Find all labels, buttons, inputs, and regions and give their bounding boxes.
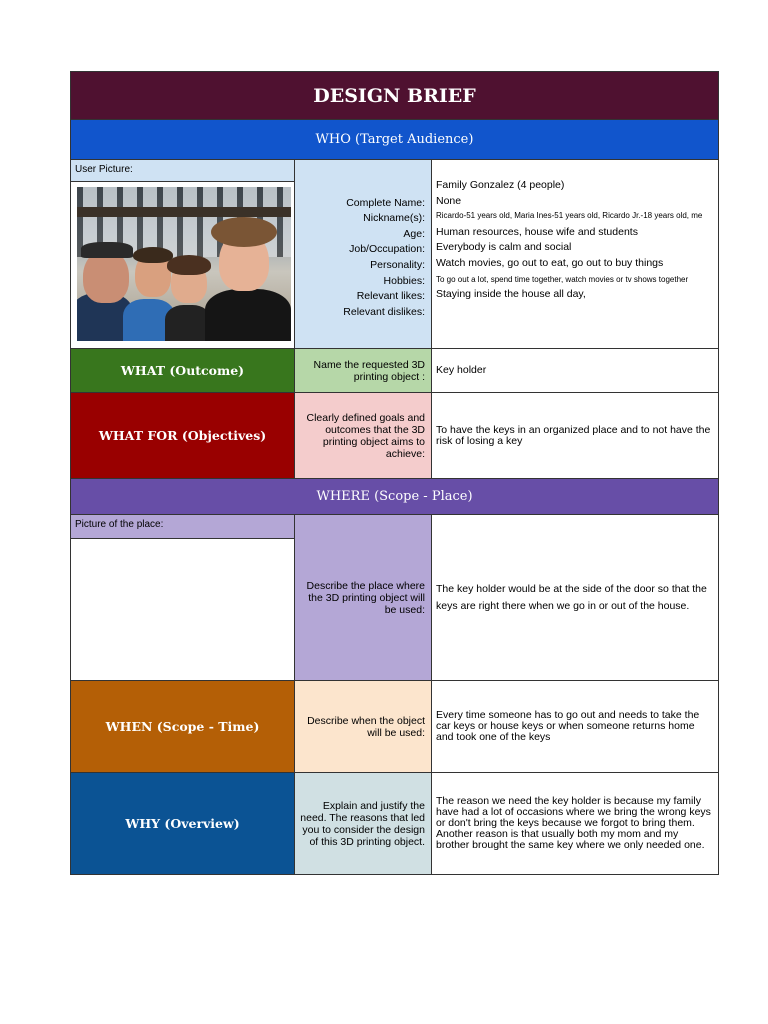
label-nicknames: Nickname(s): bbox=[363, 212, 425, 225]
when-row bbox=[70, 681, 719, 773]
label-dislikes: Relevant dislikes: bbox=[343, 305, 425, 318]
when-header: WHEN (Scope - Time) bbox=[71, 681, 295, 772]
label-age: Age: bbox=[403, 227, 425, 240]
place-picture-label: Picture of the place: bbox=[71, 515, 294, 539]
value-age: Ricardo-51 years old, Maria Ines-51 years old, Ricardo Jr.-18 years old, me bbox=[436, 211, 703, 221]
what-header: WHAT (Outcome) bbox=[71, 349, 295, 392]
who-header: WHO (Target Audience) bbox=[70, 120, 719, 160]
value-likes: To go out a lot, spend time together, watch movies or tv shows together bbox=[436, 274, 689, 284]
where-answer: The key holder would be at the side of the door so that the keys are right there when we go in or out of the house. bbox=[436, 582, 707, 612]
label-complete-name: Complete Name: bbox=[346, 196, 425, 209]
what-for-answer: To have the keys in an organized place and to not have the risk of losing a key bbox=[436, 423, 711, 447]
place-picture-cell bbox=[71, 515, 295, 680]
label-personality: Personality: bbox=[370, 259, 425, 271]
what-for-header: WHAT FOR (Objectives) bbox=[71, 393, 295, 478]
design-brief-table bbox=[70, 71, 719, 875]
what-for-row bbox=[70, 393, 719, 479]
where-row bbox=[70, 515, 719, 681]
what-row bbox=[70, 349, 719, 393]
label-likes: Relevant likes: bbox=[356, 290, 425, 303]
who-field-labels bbox=[295, 160, 432, 348]
user-picture-cell bbox=[71, 160, 295, 348]
when-prompt: Describe when the object will be used: bbox=[295, 681, 432, 772]
why-header: WHY (Overview) bbox=[71, 773, 295, 874]
value-complete-name: Family Gonzalez (4 people) bbox=[436, 179, 565, 191]
why-prompt: Explain and justify the need. The reasons that led you to consider the design of this 3D printing object. bbox=[295, 773, 432, 874]
where-header: WHERE (Scope - Place) bbox=[70, 479, 719, 515]
why-answer: The reason we need the key holder is because my family have had a lot of occasions where we bring the wrong keys or don't bring the keys because we forgot to bring them. Another reason is that usually both my mom and my brother brought the same key where we only needed one. bbox=[436, 795, 711, 851]
who-row bbox=[70, 160, 719, 349]
label-hobbies: Hobbies: bbox=[383, 274, 425, 287]
page-title: DESIGN BRIEF bbox=[70, 71, 719, 120]
user-picture bbox=[77, 187, 291, 341]
value-job: Human resources, house wife and students bbox=[436, 225, 638, 238]
why-row bbox=[70, 773, 719, 875]
value-dislikes: Staying inside the house all day, bbox=[436, 288, 586, 301]
label-job: Job/Occupation: bbox=[349, 243, 425, 256]
who-field-values bbox=[432, 160, 718, 348]
value-hobbies: Watch movies, go out to eat, go out to buy things bbox=[436, 256, 664, 269]
value-nicknames: None bbox=[436, 194, 462, 207]
what-prompt: Name the requested 3D printing object : bbox=[295, 349, 432, 392]
value-personality: Everybody is calm and social bbox=[436, 241, 572, 254]
what-for-prompt: Clearly defined goals and outcomes that the 3D printing object aims to achieve: bbox=[295, 393, 432, 478]
where-prompt: Describe the place where the 3D printing object will be used: bbox=[295, 515, 432, 680]
user-picture-label: User Picture: bbox=[71, 160, 294, 182]
what-answer: Key holder bbox=[436, 364, 487, 376]
when-answer: Every time someone has to go out and needs to take the car keys or house keys or when someone returns home and took one of the keys bbox=[436, 709, 700, 743]
